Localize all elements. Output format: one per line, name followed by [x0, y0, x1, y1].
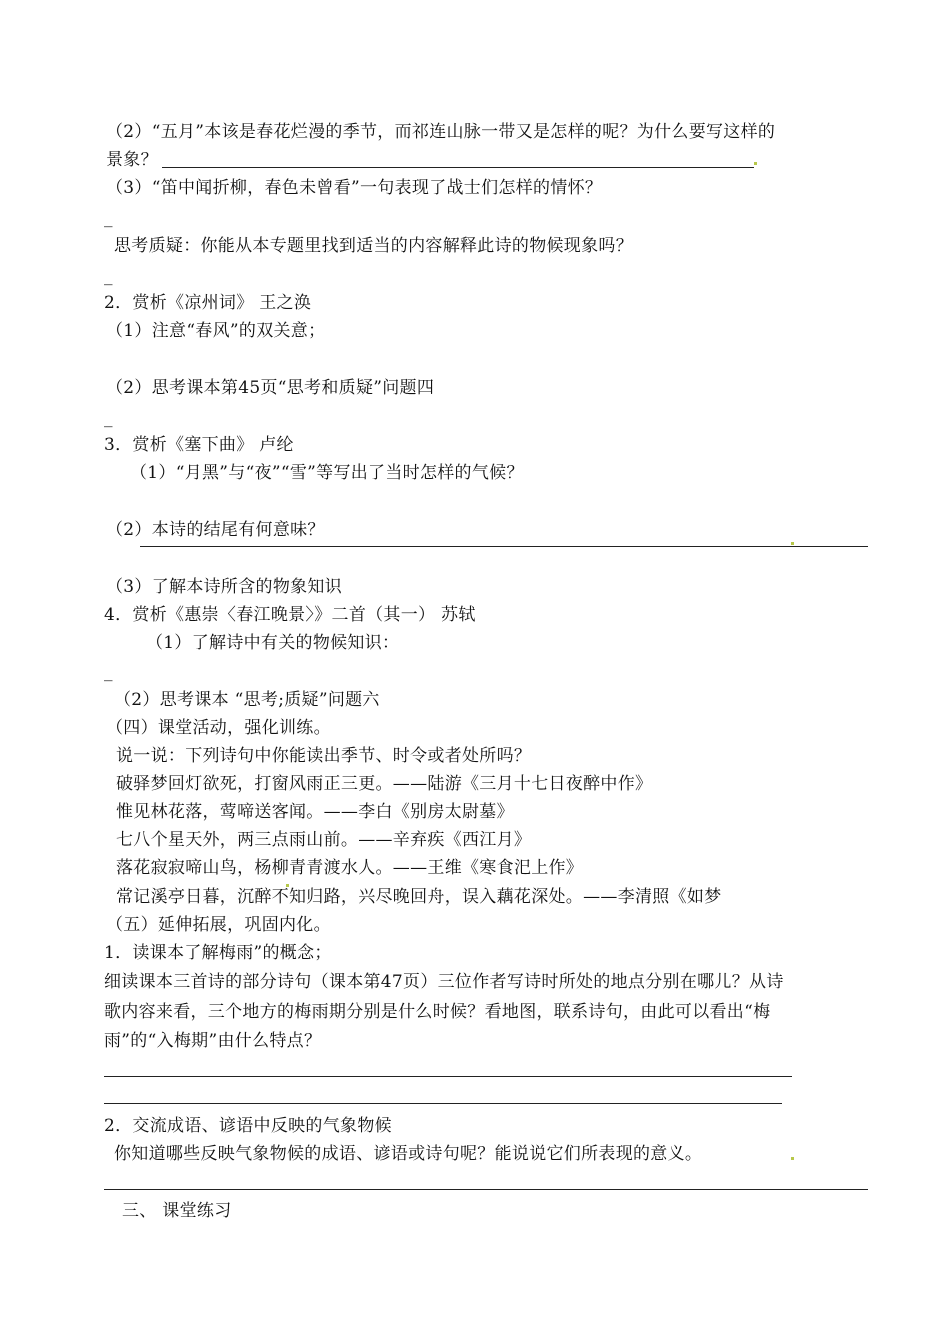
section-2-question-1: （1）注意“春风”的双关意；	[106, 321, 326, 341]
think-question: 思考质疑：你能从本专题里找到适当的内容解释此诗的物候现象吗？	[114, 236, 633, 256]
section-4-question-2: （2）思考课本 “思考;质疑”问题六	[114, 690, 380, 710]
section-3-question-1: （1）“月黑”与“夜”“雪”等写出了当时怎样的气候？	[130, 463, 524, 483]
extension-1-paragraph-line-2: 歌内容来看，三个地方的梅雨期分别是什么时候？看地图，联系诗句，由此可以看出“梅	[104, 1002, 771, 1022]
part-4-heading: （四）课堂活动，强化训练。	[106, 718, 331, 738]
extension-1-title: 1．读课本了解梅雨”的概念；	[104, 943, 332, 963]
blank-marker: _	[104, 266, 113, 286]
answer-line	[104, 1076, 792, 1077]
poem-line-2: 惟见林花落，莺啼送客闻。——李白《别房太尉墓》	[116, 802, 514, 822]
extension-1-paragraph-line-1: 细读课本三首诗的部分诗句（课本第47页）三位作者写诗时所处的地点分别在哪儿？从诗	[104, 972, 784, 992]
mark-dot	[754, 162, 757, 165]
section-4-title: 4．赏析《惠崇〈春江晚景〉》二首（其一） 苏轼	[104, 605, 476, 625]
answer-line	[104, 1189, 868, 1190]
activity-prompt: 说一说：下列诗句中你能读出季节、时令或者处所吗？	[116, 746, 532, 766]
extension-1-paragraph-line-3: 雨”的“入梅期”由什么特点？	[104, 1031, 322, 1051]
poem-line-3: 七八个星天外，两三点雨山前。——辛弃疾《西江月》	[116, 830, 532, 850]
poem-line-5: 常记溪亭日暮，沉醉不知归路，兴尽晚回舟，误入藕花深处。——李清照《如梦	[116, 887, 722, 907]
answer-line	[162, 167, 754, 168]
section-4-question-1: （1）了解诗中有关的物候知识：	[146, 633, 400, 653]
blank-marker: _	[104, 208, 113, 228]
poem-line-4: 落花寂寂啼山鸟，杨柳青青渡水人。——王维《寒食汜上作》	[116, 858, 584, 878]
answer-line	[140, 546, 868, 547]
mark-dot	[791, 542, 794, 545]
section-3-question-2: （2）本诗的结尾有何意味？	[106, 520, 325, 540]
answer-line	[104, 1103, 782, 1104]
extension-2-paragraph: 你知道哪些反映气象物候的成语、谚语或诗句呢？能说说它们所表现的意义。	[114, 1144, 703, 1164]
section-3-question-3: （3）了解本诗所含的物象知识	[106, 577, 343, 597]
poem-line-1: 破驿梦回灯欲死，打窗风雨正三更。——陆游《三月十七日夜醉中作》	[116, 774, 653, 794]
mark-dot	[791, 1157, 794, 1160]
section-2-title: 2．赏析《凉州词》 王之涣	[104, 293, 312, 313]
question-2-line-1: （2）“五月”本该是春花烂漫的季节，而祁连山脉一带又是怎样的呢？为什么要写这样的	[106, 122, 776, 142]
section-3-title: 3．赏析《塞下曲》 卢纶	[104, 435, 294, 455]
blank-marker: _	[104, 408, 113, 428]
question-2-line-2: 景象？	[106, 150, 158, 170]
extension-2-title: 2．交流成语、谚语中反映的气象物候	[104, 1116, 392, 1136]
part-5-heading: （五）延伸拓展，巩固内化。	[106, 915, 331, 935]
section-2-question-2: （2）思考课本第45页“思考和质疑”问题四	[106, 378, 435, 398]
part-3-heading: 三、 课堂练习	[122, 1201, 232, 1221]
question-3: （3）“笛中闻折柳，春色未曾看”一句表现了战士们怎样的情怀？	[106, 178, 603, 198]
blank-marker: _	[104, 662, 113, 682]
